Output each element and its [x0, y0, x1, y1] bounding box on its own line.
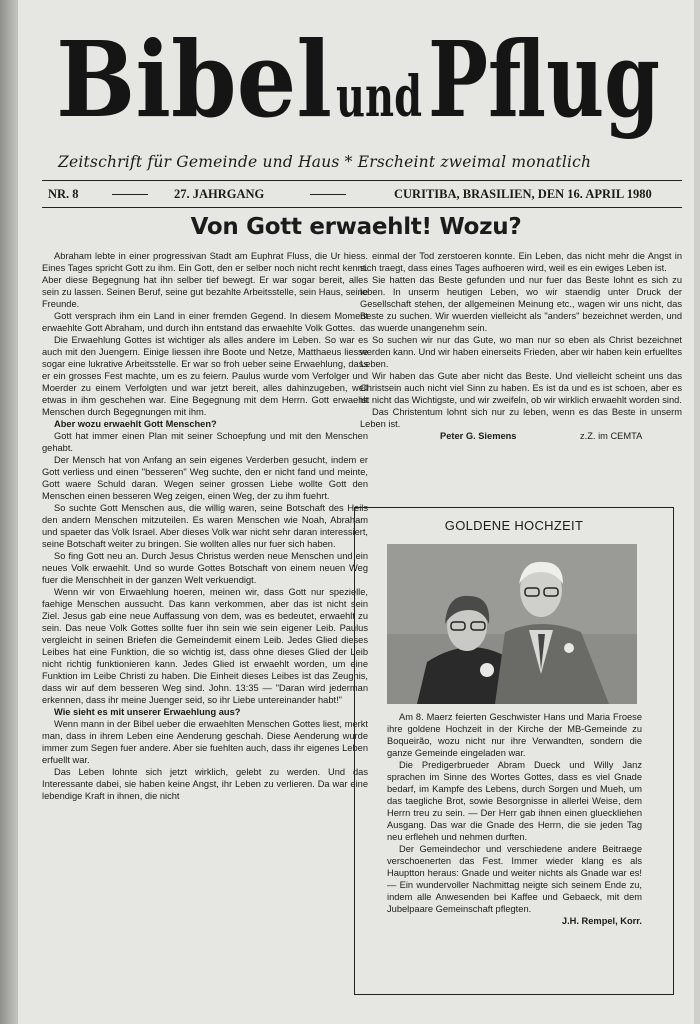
- box-text: [387, 711, 642, 927]
- paragraph: Der Gemeindechor und verschiedene andere Beitraege verschoenerten das Fest. Immer wieder klang es als Hauptton heraus: Gnade und weiter nichts als Gnade war es! — Ein wundervoller Nachmittag neigte sich seinem Ende zu, indem alle Anwesenden bei Kaffee und Gebaeck, mit dem Jubelpaare Gemeinschaft pflegten.: [387, 844, 642, 914]
- subheading: Aber wozu erwaehlt Gott Menschen?: [54, 419, 217, 429]
- paragraph: Wenn mann in der Bibel ueber die erwaehlten Menschen Gottes liest, merkt man, dass in ihrem Leben eine Aenderung geschah. Diese Aenderung wurde immer zum Segen fuer andere. Aber sie fuehlten auch, dass ihr eigenes Leben erfuellt war.: [42, 719, 368, 765]
- paragraph: Sie hatten das Beste gefunden und nur fuer das Beste lohnt es sich zu leben. In unserm heutigen Leben, wo wir staendig unter Druck der Gesellschaft stehen, der allgemeinen Meinung etc., wagen wir uns nicht, das Beste zu suchen. Wir wuerden vielleicht als "anders" bezeichnet werden, und das wuerde unangenehm sein.: [360, 275, 682, 333]
- box-author: J.H. Rempel, Korr.: [561, 916, 642, 926]
- paragraph: Wir haben das Gute aber nicht das Beste. Und vielleicht scheint uns das Christsein auch nicht viel Sinn zu haben. Es ist da und es ist schoen, aber es ist nicht das Wichtigste, und wir zweifeln, ob wir wirklich erwaehlt worden sind.: [360, 371, 682, 405]
- box-title: GOLDENE HOCHZEIT: [444, 518, 584, 533]
- binding-edge: [0, 0, 18, 1024]
- couple-photo-illustration: [387, 544, 637, 704]
- issue-number: NR. 8: [48, 187, 79, 201]
- subheading: Wie sieht es mit unserer Erwaehlung aus?: [54, 707, 241, 717]
- paragraph: Die Predigerbrueder Abram Dueck und Willy Janz sprachen im Sinne des Wortes Gottes, dass es viel Gnade bedarf, im Kampfe des Lebens, durch Sorgen und Mueh, um das taegliche Brot, sowie Besorgnisse in allerlei Weise, dem Herrn treu zu sein. — Der Herr gab ihnen einen glueckliehen Ausgang. Das war die Gnade des Herrn, die sie jeden Tag neu erfleheh und nehmen durften.: [387, 760, 642, 842]
- masthead-logo: [48, 14, 668, 144]
- paragraph: einmal der Tod zerstoeren konnte. Ein Leben, das nicht mehr die Angst in sich traegt, dass eines Tages aufhoeren wird, weil es ein ewiges Leben ist.: [360, 251, 682, 273]
- masthead-blackletter-title: [48, 14, 668, 144]
- article-signature: [360, 430, 682, 444]
- place-date: CURITIBA, BRASILIEN, DEN 16. APRIL 1980: [394, 187, 652, 201]
- paragraph: Der Mensch hat von Anfang an sein eigenes Verderben gesucht, indem er Gott verliess und einen "besseren" Weg suchte, den er nicht fand und meinte, Gott waere Schuld daran. Wegen seiner grossen Liebe wollte Gott den Menschen einen besseren Weg zeigen, einen Weg, der zu ihm fuehrt.: [42, 455, 368, 501]
- couple-photo: [387, 544, 637, 704]
- article-author: Peter G. Siemens: [440, 431, 517, 441]
- paragraph: Gott versprach ihm ein Land in einer fremden Gegend. In diesem Moment erwaehlte Gott Abraham, und durch ihn entstand das erwaehlte Volk Gottes.: [42, 311, 368, 333]
- divider: [42, 207, 682, 208]
- svg-text:Pflug: Pflug: [428, 18, 660, 141]
- paragraph: Wenn wir von Erwaehlung hoeren, meinen wir, dass Gott nur spezielle, faehige Menschen aussucht. Das kann verkommen, aber das ist nicht sein Ziel. Jesus gab eine neue Auffassung von dem, was es bedeutet, erwaehlt zu sein. Das neue Volk Gottes sollte fuer ihn sein wie sein eigener Leib. Paulus vergleicht in seinen Briefen die Gemeindemit einem Leib. Jedes Glied dieses Leibes hat eine Funktion, die so wichtig ist, dass ohne dieses Glied der Leib nicht richtig funktionieren kann. Jedes Glied ist erwaehlt worden, um eine Funktion im Leibe Christi zu haben. Die Einheit dieses Leibes ist das Zeugnis, dass wir auf dem besseren Weg sind. John. 13:35 — "Daran wird jederman erkennen, dass ihr meine Juenger seid, so ihr Liebe untereinander habt!": [42, 587, 368, 705]
- divider: [42, 180, 682, 181]
- paragraph: Das Leben lohnte sich jetzt wirklich, gelebt zu werden. Und das Interessante dabei, sie haben keine Angst, ihr Leben zu verlieren. Da war eine lebendige Kraft in ihnen, die nicht: [42, 767, 368, 801]
- paragraph: Abraham lebte in einer progressivan Stadt am Euphrat Fluss, die Ur hiess. Eines Tages spricht Gott zu ihm. Ein Gott, den er selber noch nicht recht kennt. Aber diese Begegnung hat ihn selber tief bewegt. Er war sogar bereit, alles sein zu lassen. Seinen Beruf, seine gut bezahlte Arbeitsstelle, sein Haus, seine Freunde.: [42, 251, 368, 309]
- dash-divider: [112, 186, 148, 201]
- author-note: z.Z. im CEMTA: [580, 431, 643, 441]
- paragraph: Am 8. Maerz feierten Geschwister Hans und Maria Froese ihre goldene Hochzeit in der Kirche der MB-Gemeinde zu Boqueirão, wozu nicht nur ihre Verwandten, sondern die ganze Gemeinde eingeladen war.: [387, 712, 642, 758]
- newspaper-page: [18, 0, 694, 1024]
- headline: Von Gott erwaehlt! Wozu?: [190, 214, 522, 240]
- volume-number: 27. JAHRGANG: [174, 187, 265, 201]
- paragraph: So fing Gott neu an. Durch Jesus Christus werden neue Menschen und ein neues Volk erwaehlt. Und so wurde Gottes Botschaft von einem neuen Weg fuer die Menschheit in der ganzen Welt verkuendigt.: [42, 551, 368, 585]
- paragraph: So suchte Gott Menschen aus, die willig waren, seine Botschaft des Heils den andern Menschen mitzuteilen. Es waren Menschen wie Noah, Abraham und spaeter das Volk Israel. Aber dieses Volk war nicht sehr daran interessiert, seine Botschaft weiter zu bringen. Sie wollten alles nur fuer sich haben.: [42, 503, 368, 549]
- paragraph: Gott hat immer einen Plan mit seiner Schoepfung und mit den Menschen gehabt.: [42, 431, 368, 453]
- article-column-right: [360, 250, 682, 444]
- paragraph: Die Erwaehlung Gottes ist wichtiger als alles andere im Leben. So war es auch mit den Juengern. Einige liessen ihre Boote und Netze, Matthaeus liesse sogar eine lukrative Arbeitsstelle. Er war so froh ueber seine Erwaehlung, dass er ein grosses Fest machte, um es zu feiern. Paulus wurde vom Verfolger und Moerder zu einem Verfolgten und war jetzt bereit, alles dahinzugeben, weil etwas in ihm geschehen war. Eine Begegnung mit dem Herrn. Gott erwaehlt Menschen durch Begegnungen mit ihm.: [42, 335, 368, 417]
- svg-text:Bibel: Bibel: [56, 18, 332, 141]
- dash-divider: [310, 186, 346, 201]
- golden-wedding-box: [354, 507, 674, 995]
- masthead-subtitle: Zeitschrift für Gemeinde und Haus * Erscheint zweimal monatlich: [58, 153, 592, 171]
- paragraph: Das Christentum lohnt sich nur zu leben, wenn es das Beste in unserm Leben ist.: [360, 407, 682, 429]
- svg-text:und: und: [336, 64, 422, 130]
- paragraph: So suchen wir nur das Gute, wo man nur so eben als Christ bezeichnet werden kann. Und wir haben einerseits Frieden, aber wir haben kein erfuelltes Leben.: [360, 335, 682, 369]
- article-column-left: [42, 250, 368, 802]
